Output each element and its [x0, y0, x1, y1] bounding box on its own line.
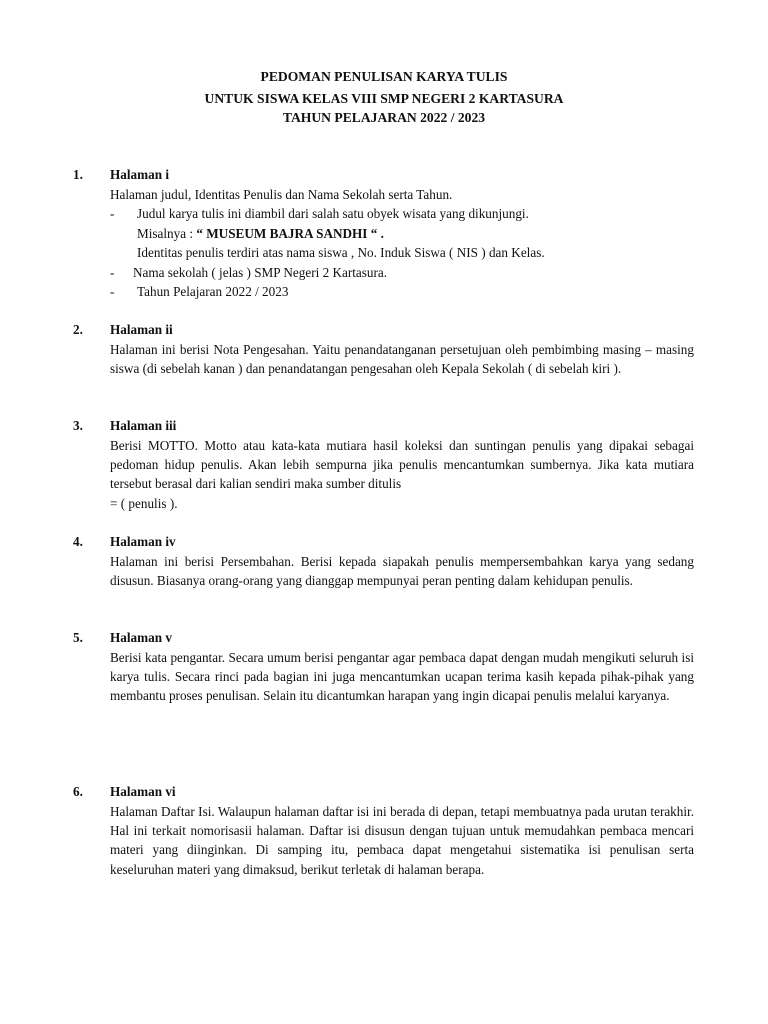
section-text: Halaman ini berisi Nota Pengesahan. Yaitu penandatanganan persetujuan oleh pembimbing masing – masing siswa (di sebelah kanan ) dan penandatangan pengesahan oleh Kepala Sekolah ( di sebelah kiri ).: [110, 341, 694, 376]
section-heading: Halaman ii: [110, 322, 173, 337]
section-number: 1.: [73, 167, 83, 182]
bullet-item: Nama sekolah ( jelas ) SMP Negeri 2 Kartasura.: [133, 264, 388, 280]
section-number: 3.: [73, 418, 83, 433]
section-number: 5.: [73, 630, 83, 645]
section-intro: Halaman judul, Identitas Penulis dan Nama Sekolah serta Tahun.: [110, 186, 453, 202]
section-number: 2.: [73, 322, 83, 337]
section-heading: Halaman iii: [110, 418, 177, 433]
section-heading: Halaman iv: [110, 534, 176, 549]
example-line: [137, 224, 384, 243]
section-heading: Halaman v: [110, 630, 172, 645]
bullet-dash: -: [110, 264, 115, 280]
section-text: Berisi MOTTO. Motto atau kata-kata mutiara hasil koleksi dan suntingan penulis yang dipakai sebagai pedoman hidup penulis. Akan lebih sempurna jika penulis mencantumkan sumbernya. Jika kata mutiara tersebut berasal dari kalian sendiri maka sumber ditulis: [110, 437, 694, 492]
bullet-dash: -: [110, 284, 115, 299]
bullet-item: Tahun Pelajaran 2022 / 2023: [137, 284, 289, 299]
section-text: Halaman ini berisi Persembahan. Berisi kepada siapakah penulis mempersembahkan karya yang sedang disusun. Biasanya orang-orang yang dianggap mempunyai peran penting dalam kehidupan penulis.: [110, 553, 694, 588]
bullet-dash: -: [110, 206, 115, 221]
document-subtitle: UNTUK SISWA KELAS VIII SMP NEGERI 2 KARTASURA: [204, 91, 564, 106]
section-number: 4.: [73, 534, 83, 549]
section-text-continuation: = ( penulis ).: [110, 496, 178, 511]
section-heading: Halaman i: [110, 167, 169, 182]
identity-line: Identitas penulis terdiri atas nama siswa , No. Induk Siswa ( NIS ) dan Kelas.: [137, 245, 545, 260]
document-title: PEDOMAN PENULISAN KARYA TULIS: [260, 69, 508, 84]
section-text: Berisi kata pengantar. Secara umum berisi pengantar agar pembaca dapat dengan mudah mengikuti seluruh isi karya tulis. Secara rinci pada bagian ini juga mencantumkan ucapan terima kasih kepada pihak-pihak yang membantu proses penulisan. Selain itu dicantumkan harapan yang ingin dicapai penulis melalui karyanya.: [110, 649, 694, 704]
section-heading: Halaman vi: [110, 784, 176, 799]
section-text: Halaman Daftar Isi. Walaupun halaman daftar isi ini berada di depan, tetapi membuatnya pada urutan terakhir. Hal ini terkait nomorisasii halaman. Daftar isi disusun dengan tujuan untuk memudahkan pembaca mencari materi yang diinginkan. Di samping itu, pembaca dapat mengetahui sistematika isi penulisan serta keseluruhan materi yang dimaksud, berikut terletak di halaman berapa.: [110, 803, 694, 877]
section-number: 6.: [73, 784, 83, 799]
document-year: TAHUN PELAJARAN 2022 / 2023: [282, 110, 486, 125]
example-value: “ MUSEUM BAJRA SANDHI “ .: [196, 225, 384, 241]
example-label: Misalnya :: [137, 225, 197, 241]
bullet-item: Judul karya tulis ini diambil dari salah satu obyek wisata yang dikunjungi.: [137, 206, 529, 221]
